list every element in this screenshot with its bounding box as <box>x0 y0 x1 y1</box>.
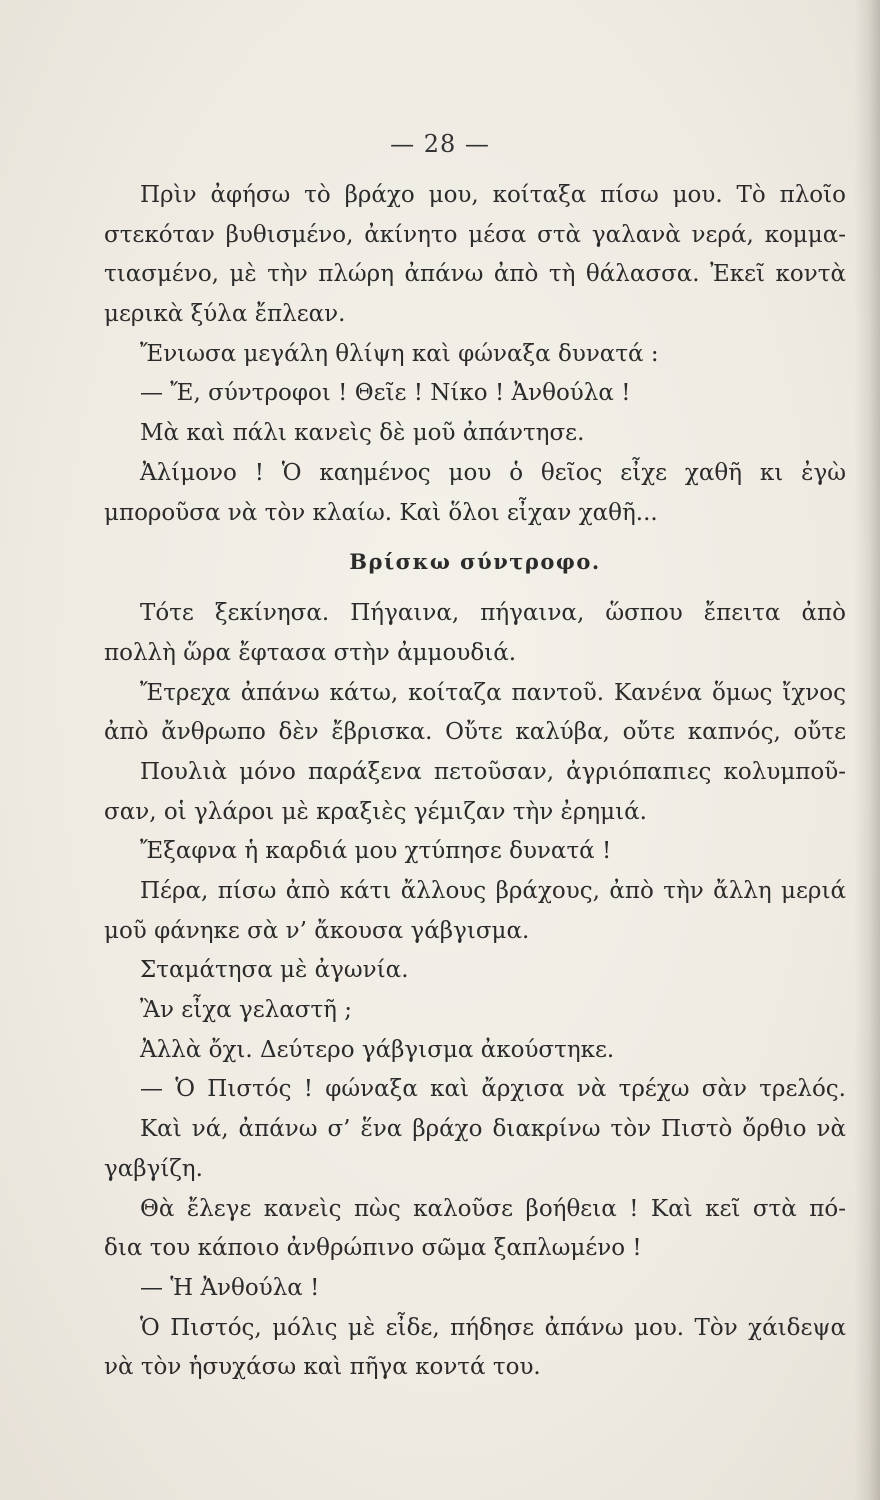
text-line: Ἀλίμονο ! Ὁ καημένος μου ὁ θεῖος εἶχε χαθῆ κι ἐγὼ <box>140 459 846 486</box>
text-line: Σταμάτησα μὲ ἀγωνία. <box>140 957 409 984</box>
page-edge-shadow <box>854 0 880 1500</box>
text-line: — Ὁ Πιστός ! φώναξα καὶ ἄρχισα νὰ τρέχω σὰν τρελός. <box>140 1076 846 1103</box>
text-line: Πρὶν ἀφήσω τὸ βράχο μου, κοίταξα πίσω μου. Τὸ πλοῖο <box>140 182 846 208</box>
section-heading: Βρίσκω σύντροφο. <box>349 549 601 575</box>
text-line: μποροῦσα νὰ τὸν κλαίω. Καὶ ὅλοι εἶχαν χαθῆ... <box>104 499 658 526</box>
text-line: γαβγίζη. <box>104 1155 203 1182</box>
text-line: Ὁ Πιστός, μόλις μὲ εἶδε, πήδησε ἀπάνω μου. Τὸν χάιδεψα <box>140 1314 846 1341</box>
text-line: Καὶ νά, ἀπάνω σ’ ἕνα βράχο διακρίνω τὸν Πιστὸ ὄρθιο νὰ <box>140 1116 846 1143</box>
text-line: τιασμένο, μὲ τὴν πλώρη ἀπάνω ἀπὸ τὴ θάλασσα. Ἐκεῖ κοντὰ <box>104 261 846 288</box>
text-line: πολλὴ ὥρα ἔφτασα στὴν ἀμμουδιά. <box>104 639 517 666</box>
paragraphs-before-heading <box>104 176 846 533</box>
text-line: ἀπὸ ἄνθρωπο δὲν ἔβρισκα. Οὔτε καλύβα, οὔτε καπνός, οὔτε <box>104 719 846 746</box>
text-line: — Ἔ, σύντροφοι ! Θεῖε ! Νίκο ! Ἀνθούλα ! <box>140 380 631 407</box>
text-line: — Ἡ Ἀνθούλα ! <box>140 1274 320 1301</box>
text-line: σαν, οἱ γλάροι μὲ κραξιὲς γέμιζαν τὴν ἐρημιά. <box>104 798 647 825</box>
text-line: Μὰ καὶ πάλι κανεὶς δὲ μοῦ ἀπάντησε. <box>140 420 585 447</box>
text-line: νὰ τὸν ἡσυχάσω καὶ πῆγα κοντά του. <box>104 1354 541 1381</box>
text-line: Ἀλλὰ ὄχι. Δεύτερο γάβγισμα ἀκούστηκε. <box>140 1036 615 1063</box>
text-line: Θὰ ἔλεγε κανεὶς πὼς καλοῦσε βοήθεια ! Καὶ κεῖ στὰ πό- <box>140 1195 846 1222</box>
text-line: Πουλιὰ μόνο παράξενα πετοῦσαν, ἀγριόπαπιες κολυμποῦ- <box>140 758 846 785</box>
text-line: Ἔνιωσα μεγάλη θλίψη καὶ φώναξα δυνατά : <box>140 340 659 367</box>
body-text <box>104 176 846 1388</box>
text-line: Ἔξαφνα ἡ καρδιά μου χτύπησε δυνατά ! <box>140 838 612 865</box>
page-number: — 28 — <box>390 130 490 158</box>
text-line: δια του κάποιο ἀνθρώπινο σῶμα ξαπλωμένο ! <box>104 1235 642 1262</box>
text-line: Ἂν εἶχα γελαστῆ ; <box>140 997 353 1024</box>
paragraphs-after-heading <box>104 594 846 1388</box>
text-line: Πέρα, πίσω ἀπὸ κάτι ἄλλους βράχους, ἀπὸ τὴν ἄλλη μεριά <box>140 878 846 904</box>
text-line: Τότε ξεκίνησα. Πήγαινα, πήγαινα, ὥσπου ἔπειτα ἀπὸ <box>140 600 846 627</box>
text-line: στεκόταν βυθισμένο, ἀκίνητο μέσα στὰ γαλανὰ νερά, κομμα- <box>104 221 846 248</box>
text-line: Ἔτρεχα ἀπάνω κάτω, κοίταζα παντοῦ. Κανένα ὅμως ἴχνος <box>140 679 846 706</box>
text-line: μερικὰ ξύλα ἔπλεαν. <box>104 301 346 328</box>
text-line: μοῦ φάνηκε σὰ ν’ ἄκουσα γάβγισμα. <box>104 917 530 944</box>
